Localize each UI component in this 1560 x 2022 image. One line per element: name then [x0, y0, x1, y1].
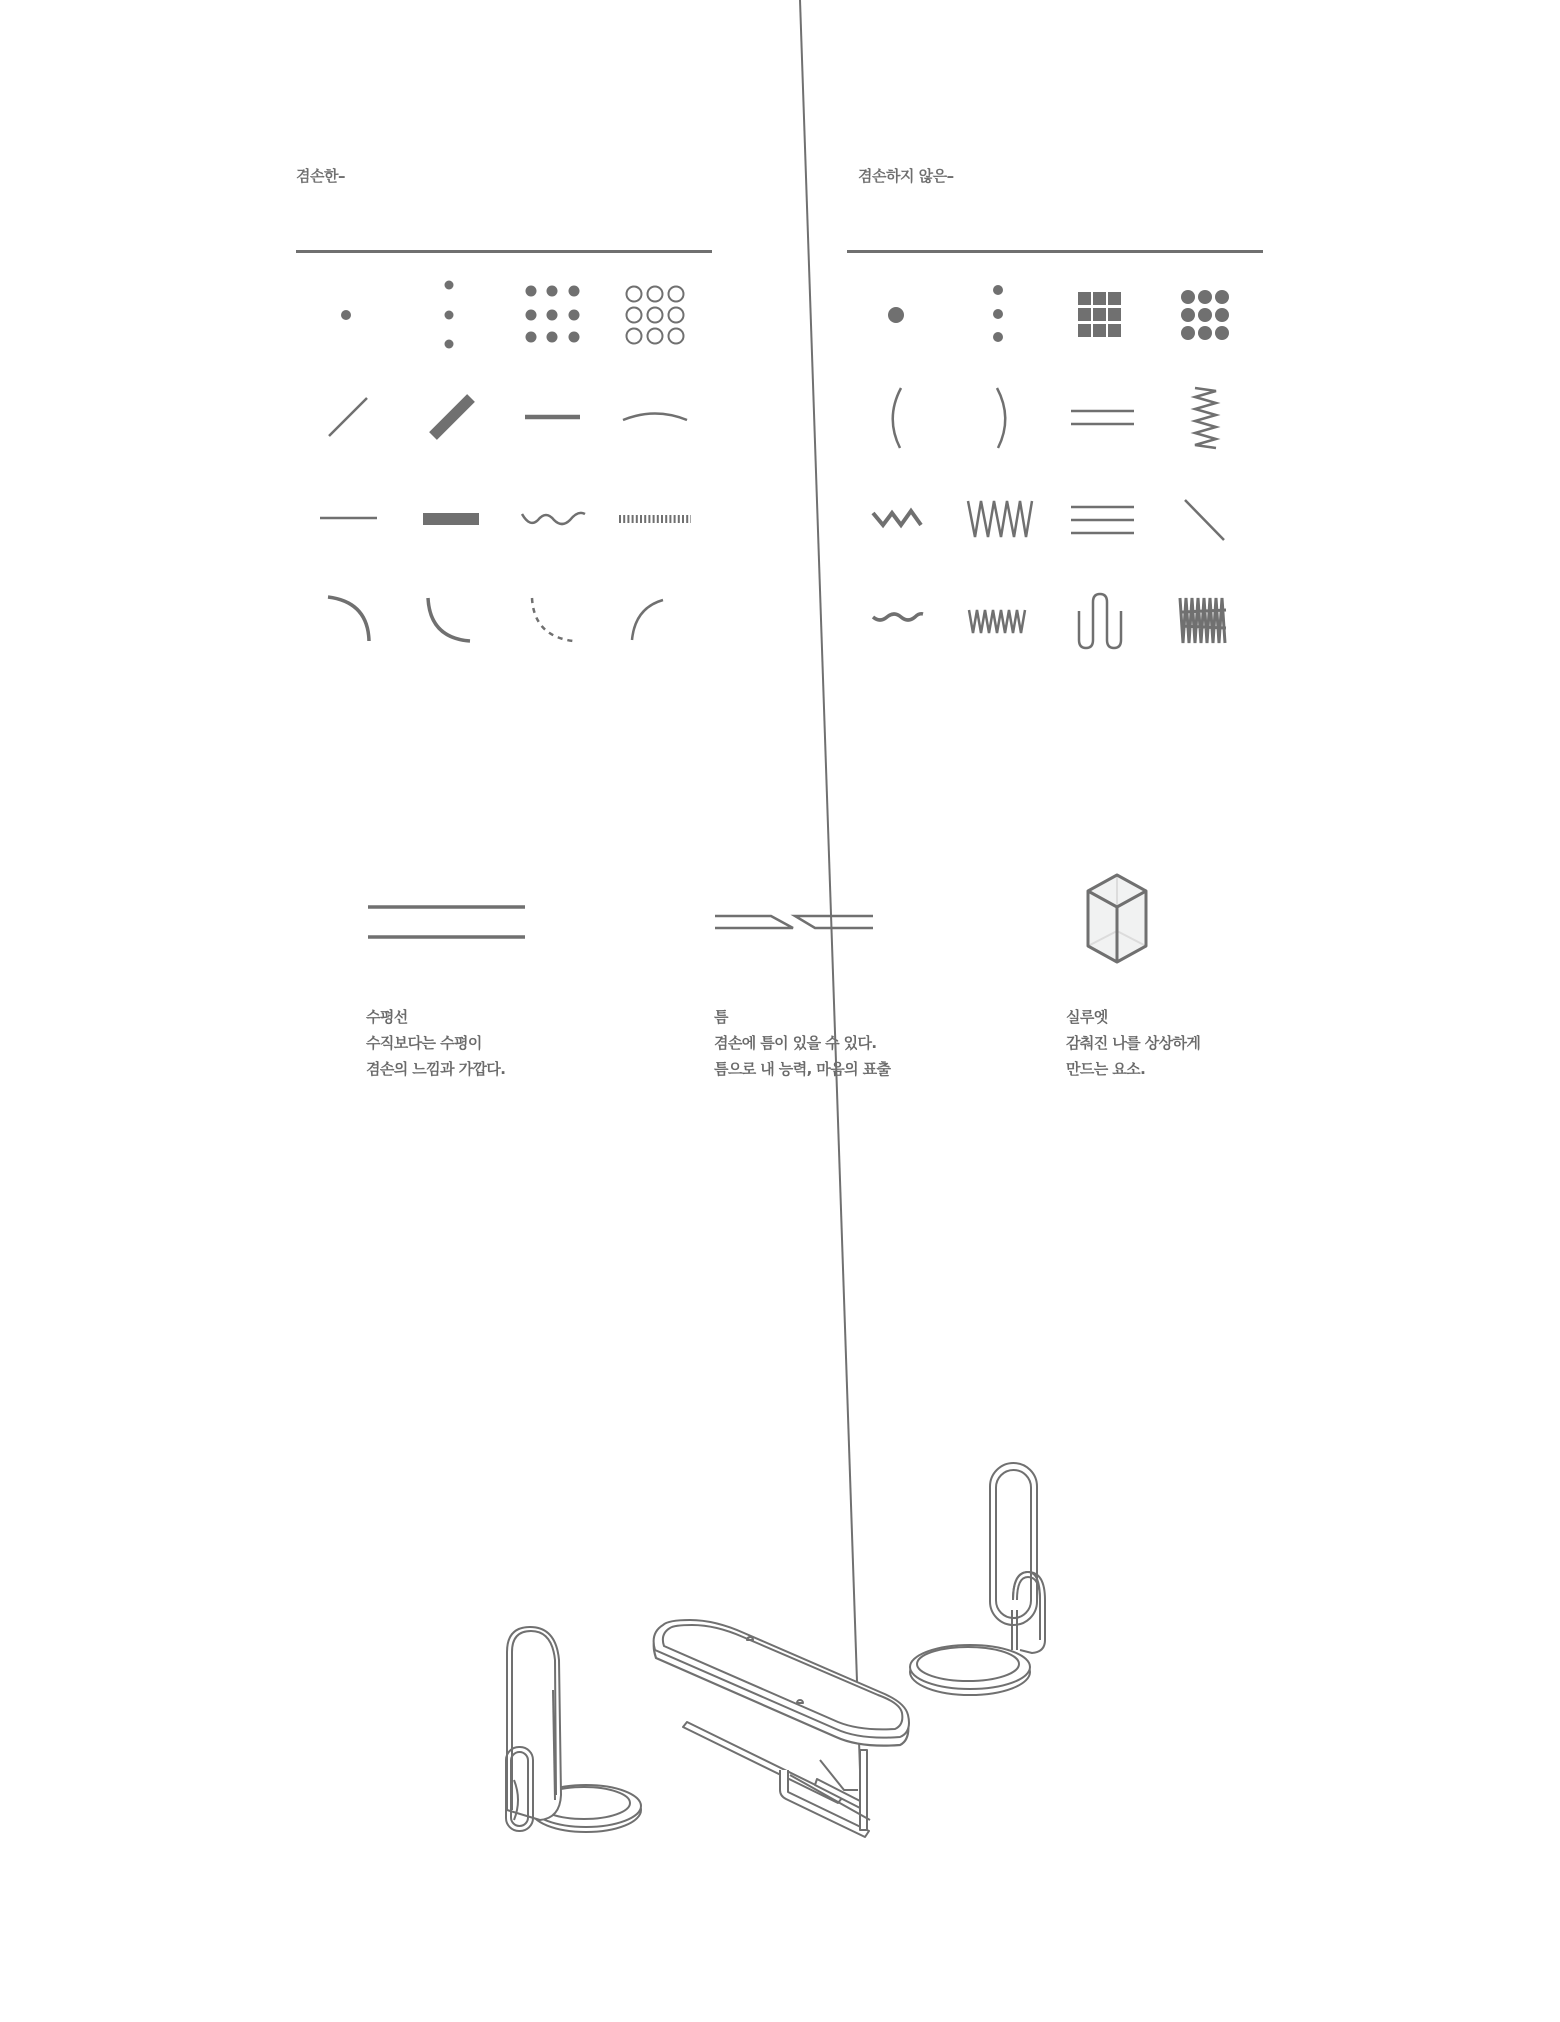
- oval-table-icon: [654, 0, 909, 1837]
- heading-humble: 겸손한–: [296, 167, 345, 185]
- heading-not-humble: 겸손하지 않은–: [858, 167, 954, 185]
- concept-title: 실루엣: [1066, 1008, 1108, 1026]
- concept-text: 틈으로 내 능력, 마음의 표출: [714, 1060, 891, 1078]
- concept-text: 겸손의 느낌과 가깝다.: [366, 1060, 506, 1078]
- concept-title: 수평선: [366, 1008, 408, 1026]
- concept-text: 수직보다는 수평이: [366, 1034, 482, 1052]
- right-chair-icon: [910, 1463, 1045, 1695]
- concept-text: 겸손에 틈이 있을 수 있다.: [714, 1034, 877, 1052]
- concept-text: 감춰진 나를 상상하게: [1066, 1034, 1201, 1052]
- left-chair-icon: [506, 1627, 641, 1832]
- concept-text: 만드는 요소.: [1066, 1060, 1146, 1078]
- concept-title: 틈: [714, 1008, 728, 1026]
